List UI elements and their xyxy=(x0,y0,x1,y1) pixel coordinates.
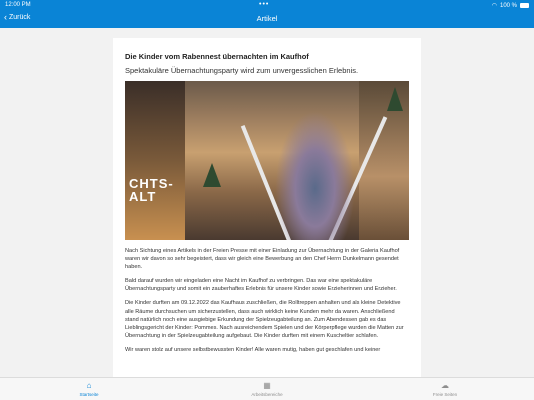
article-paragraph: Wir waren stolz auf unsere selbstbewussten Kinder! Alle waren mutig, haben gut geschlafen und keiner xyxy=(125,346,381,353)
wifi-icon: ◠ xyxy=(491,3,497,9)
nav-bar xyxy=(0,10,534,28)
status-right xyxy=(492,2,529,9)
tab-freie-seiten[interactable] xyxy=(405,381,485,397)
battery-text: 100 % xyxy=(499,2,517,9)
photo-left-wall xyxy=(125,81,185,240)
article-headline: Die Kinder vom Rabennest übernachten im Kaufhof xyxy=(125,52,309,61)
tab-bar xyxy=(0,377,534,400)
article-paragraph: Bald darauf wurden wir eingeladen eine Nacht im Kaufhof zu verbringen. Das war eine spektakuläre Übernachtungsparty und somit ein zauberhaftes Erlebnis für unsere Kinder sowie Erzieherinnen und Erzieher. xyxy=(125,278,397,293)
article-paragraph: Die Kinder durften am 09.12.2022 das Kaufhaus zuschließen, die Rolltreppen anhalten und als kleine Detektive alle Räume durchsuchen um sicherzustellen, dass auch wirklich keine Kunden mehr da waren. Anschließend stand natürlich noch eine ausgiebige Erkundung der Spielzeugabteilung an. Zum Abendessen gab es das Lieblingsgericht der Kinder: Pommes. Nach ausreichendem Spielen und der Körperpflege wurden die Matten zur Übernachtung in der Spielzeugabteilung aufgebaut. Die Kinder durften mit einem Kuscheltier schlafen. xyxy=(125,300,404,339)
home-icon: ⌂ xyxy=(86,381,92,390)
photo-christmas-tree xyxy=(387,87,403,111)
page-title: Artikel xyxy=(256,14,278,23)
chevron-left-icon: ‹ xyxy=(4,12,7,22)
photo-sign-text: CHTS- ALT xyxy=(129,176,174,204)
article-paragraph: Nach Sichtung eines Artikels in der Freien Presse mit einer Einladung zur Übernachtung in der Galeria Kaufhof waren wir davon so sehr begeistert, dass wir gleich eine Bewerbung an den Chef Herrn Dunkelmann gesendet haben. xyxy=(125,248,400,271)
photo-christmas-tree xyxy=(203,163,221,187)
article-scroll-area[interactable] xyxy=(0,28,534,377)
battery-icon xyxy=(520,3,529,8)
status-time: 12:00 PM xyxy=(5,2,31,8)
tab-label: Startseite xyxy=(79,392,99,397)
status-bar xyxy=(0,0,534,10)
tab-label: Arbeitsbereiche xyxy=(251,392,283,397)
article-subline: Spektakuläre Übernachtungsparty wird zum unvergesslichen Erlebnis. xyxy=(125,66,359,75)
pages-icon: ☁ xyxy=(441,381,449,390)
article-photo xyxy=(125,81,409,240)
grid-icon: ▦ xyxy=(263,381,271,390)
tab-label: Freie Seiten xyxy=(432,392,458,397)
photo-group-of-children xyxy=(275,111,355,240)
multitasking-dots: ••• xyxy=(259,1,270,8)
tab-startseite[interactable] xyxy=(49,381,129,397)
back-label: Zurück xyxy=(9,14,31,21)
article-card xyxy=(113,38,421,377)
tab-arbeitsbereiche[interactable] xyxy=(227,381,307,397)
